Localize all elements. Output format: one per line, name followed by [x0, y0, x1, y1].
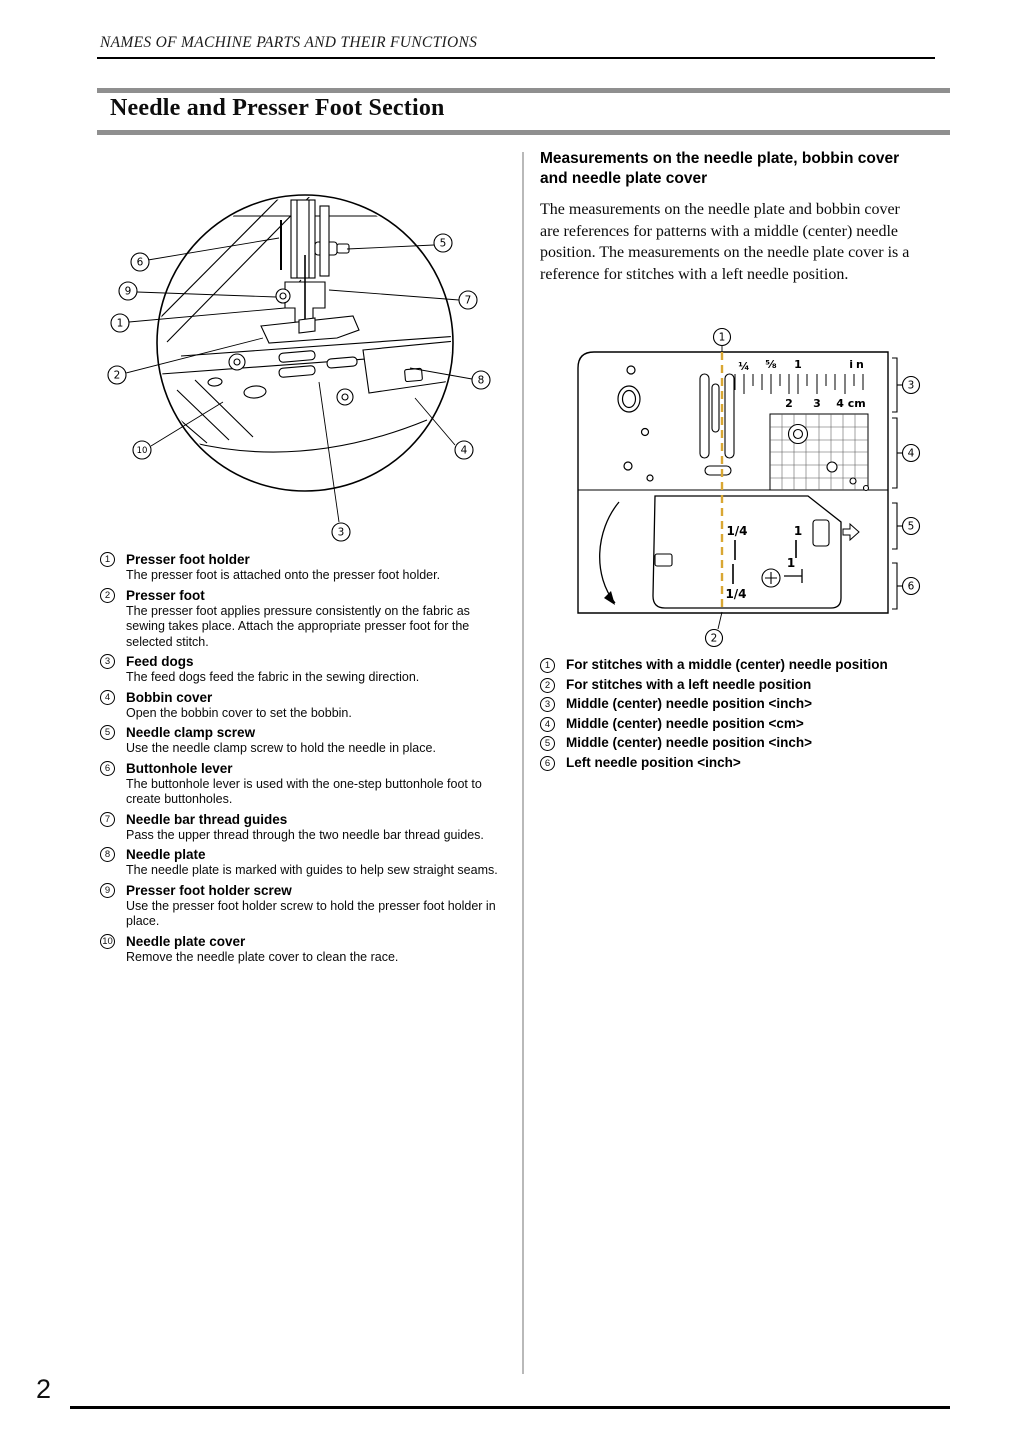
part-description: Open the bobbin cover to set the bobbin.	[126, 705, 352, 720]
needle-plate-diagram	[555, 326, 955, 661]
running-header: NAMES OF MACHINE PARTS AND THEIR FUNCTIONS	[100, 34, 478, 51]
part-number-badge: 7	[100, 812, 115, 827]
footer-rule	[70, 1406, 950, 1409]
parts-list	[100, 551, 504, 968]
callout-10-number: 10	[136, 446, 148, 456]
legend-text: Middle (center) needle position <cm>	[566, 715, 804, 731]
part-number-badge: 10	[100, 934, 115, 949]
list-item	[100, 882, 504, 930]
plate-callout-4-number: 4	[907, 447, 915, 460]
measurements-heading: Measurements on the needle plate, bobbin cover and needle plate cover	[540, 150, 900, 187]
legend-text: Middle (center) needle position <inch>	[566, 696, 813, 711]
part-name: Needle clamp screw	[126, 725, 256, 740]
needle-area-diagram	[95, 150, 515, 560]
part-description: Use the needle clamp screw to hold the needle in place.	[126, 741, 436, 755]
part-number-badge: 4	[100, 690, 115, 705]
callout-9-number: 9	[124, 285, 132, 298]
part-number-badge: 2	[100, 588, 115, 603]
legend-number-badge: 1	[540, 658, 555, 673]
page-title: Needle and Presser Foot Section	[110, 95, 445, 121]
ruler-inch-unit-label: in	[849, 358, 867, 371]
callout-2-number: 2	[113, 369, 121, 382]
legend-text: For stitches with a middle (center) needle position	[566, 657, 888, 672]
part-number-badge: 8	[100, 847, 115, 862]
part-name: Feed dogs	[126, 654, 194, 669]
part-description: The buttonhole lever is used with the one-step buttonhole foot to create buttonholes.	[126, 776, 482, 806]
section-title-bar-bottom	[97, 130, 950, 135]
legend-number-badge: 2	[540, 678, 555, 693]
list-item	[100, 933, 504, 966]
part-number-badge: 5	[100, 725, 115, 740]
cover-quarter-inch-label: 1/4	[726, 524, 748, 538]
list-item	[100, 846, 504, 879]
part-name: Needle bar thread guides	[126, 811, 288, 827]
list-item	[540, 677, 970, 692]
legend-text: Middle (center) needle position <inch>	[566, 735, 813, 750]
legend-number-badge: 3	[540, 697, 555, 712]
part-name: Needle plate cover	[126, 933, 246, 949]
column-divider	[522, 152, 524, 1374]
ruler-2cm-label: 2	[785, 397, 793, 410]
list-item	[540, 657, 970, 672]
callout-brackets	[892, 358, 902, 609]
part-name: Presser foot holder	[126, 552, 250, 567]
list-item	[540, 716, 970, 731]
callout-3-number: 3	[337, 526, 345, 539]
list-item	[540, 755, 970, 770]
part-number-badge: 6	[100, 761, 115, 776]
legend-text: For stitches with a left needle position	[566, 676, 812, 692]
plate-callout-3-number: 3	[907, 379, 915, 392]
list-item	[540, 696, 970, 711]
legend-number-badge: 6	[540, 756, 555, 771]
cover-left-one-label: 1	[786, 556, 796, 570]
list-item	[100, 811, 504, 844]
measurements-body-text: The measurements on the needle plate and bobbin cover are references for patterns with a middle (center) needle position. The measurements on the needle plate cover is a reference for stitches with a left needle position.	[540, 201, 910, 283]
plate-callout-5-number: 5	[907, 520, 915, 533]
part-description: The feed dogs feed the fabric in the sewing direction.	[126, 670, 420, 684]
list-item	[100, 551, 504, 584]
callout-5-number: 5	[439, 237, 447, 250]
part-name: Bobbin cover	[126, 689, 213, 705]
part-description: Remove the needle plate cover to clean the race.	[126, 949, 399, 964]
list-item	[100, 760, 504, 808]
part-description: Pass the upper thread through the two needle bar thread guides.	[126, 827, 484, 842]
measurements-legend	[540, 657, 970, 774]
plate-callout-1-number: 1	[718, 331, 726, 344]
part-description: The presser foot applies pressure consistently on the fabric as sewing takes place. Attach the appropriate presser foot for the selected stitch.	[126, 603, 470, 649]
callout-8-number: 8	[477, 374, 485, 387]
legend-number-badge: 4	[540, 717, 555, 732]
callout-6-number: 6	[136, 256, 144, 269]
callout-1-number: 1	[116, 317, 124, 330]
part-name: Presser foot holder screw	[126, 882, 292, 898]
plate-callout-6-number: 6	[907, 580, 915, 593]
part-description: Use the presser foot holder screw to hold the presser foot holder in place.	[126, 898, 496, 928]
list-item	[540, 735, 970, 750]
part-number-badge: 1	[100, 552, 115, 567]
list-item	[100, 724, 504, 757]
part-description: The needle plate is marked with guides to help sew straight seams.	[126, 863, 498, 877]
ruler-quarter-inch-label: ¼	[738, 360, 750, 373]
part-number-badge: 3	[100, 654, 115, 669]
part-description: The presser foot is attached onto the presser foot holder.	[126, 568, 441, 582]
part-number-badge: 9	[100, 883, 115, 898]
legend-text: Left needle position <inch>	[566, 754, 741, 770]
cover-left-quarter-label: 1/4	[725, 587, 747, 601]
part-name: Presser foot	[126, 587, 205, 603]
ruler-3cm-label: 3	[813, 397, 821, 410]
ruler-one-inch-label: 1	[794, 358, 802, 371]
plate-callout-2-number: 2	[710, 632, 718, 645]
ruler-five-eighths-label: ⅝	[765, 358, 777, 371]
header-rule	[97, 57, 935, 59]
page-number: 2	[36, 1374, 52, 1404]
section-title-bar-top	[97, 88, 950, 93]
callout-7-number: 7	[464, 294, 472, 307]
part-name: Needle plate	[126, 847, 206, 862]
list-item	[100, 689, 504, 722]
cover-one-inch-label: 1	[793, 524, 803, 538]
ruler-4cm-unit-label: 4 cm	[836, 397, 866, 410]
callout-4-number: 4	[460, 444, 468, 457]
legend-number-badge: 5	[540, 736, 555, 751]
list-item	[100, 653, 504, 686]
part-name: Buttonhole lever	[126, 760, 233, 776]
list-item	[100, 587, 504, 651]
bobbin-cover-grid	[770, 414, 869, 491]
